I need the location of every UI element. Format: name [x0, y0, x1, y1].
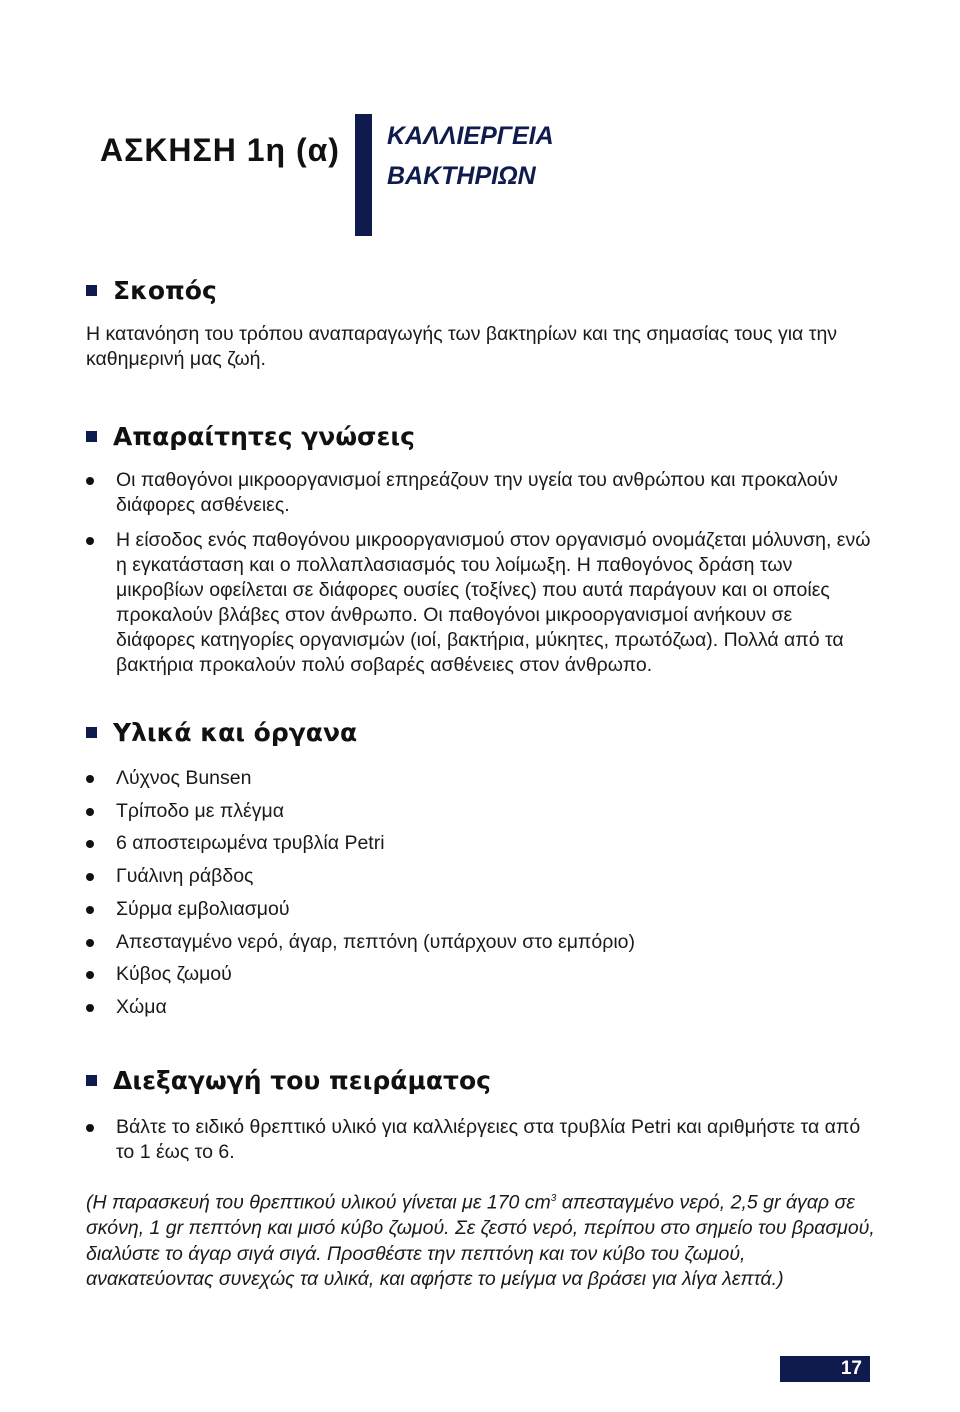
materials-heading	[86, 718, 876, 747]
title-divider-bar	[355, 114, 372, 236]
knowledge-heading	[86, 422, 876, 451]
materials-list	[86, 762, 876, 1024]
subtitle-line-2: ΒΑΚΤΗΡΙΩΝ	[387, 162, 536, 190]
square-bullet-icon	[86, 727, 97, 738]
purpose-heading-text: Σκοπός	[113, 276, 217, 305]
preparation-note	[86, 1186, 876, 1293]
exercise-subtitle	[387, 116, 554, 196]
list-item: Σύρμα εμβολιασμού	[86, 893, 876, 926]
materials-heading-text: Υλικά και όργανα	[113, 718, 358, 747]
knowledge-list	[86, 468, 876, 678]
page-number: 17	[780, 1356, 870, 1382]
purpose-section	[86, 276, 876, 372]
list-item: Η είσοδος ενός παθογόνου μικροοργανισμού στον οργανισμό ονομάζεται μόλυνση, ενώ η εγκατάσταση και ο πολλαπλασιασμός του λοίμωξη. Η παθογόνος δράση των μικροβίων οφείλεται σε διάφορες ουσίες (τοξίνες) που αυτά παράγουν και οι οποίες προκαλούν βλάβες στον άνθρωπο. Οι παθογόνοι μικροοργανισμοί ανήκουν σε διάφορες κατηγορίες οργανισμών (ιοί, βακτήρια, μύκητες, πρωτόζωα). Πολλά από τα βακτήρια προκαλούν πολύ σοβαρές ασθένειες στον άνθρωπο.	[86, 528, 876, 678]
materials-section	[86, 718, 876, 1024]
knowledge-heading-text: Απαραίτητες γνώσεις	[113, 422, 415, 451]
list-item: Γυάλινη ράβδος	[86, 860, 876, 893]
purpose-heading	[86, 276, 876, 305]
list-item: Κύβος ζωμού	[86, 958, 876, 991]
exercise-title: ΑΣΚΗΣΗ 1η (α)	[100, 132, 340, 168]
procedure-section	[86, 1066, 876, 1293]
procedure-heading	[86, 1066, 876, 1095]
procedure-list	[86, 1115, 876, 1165]
knowledge-section	[86, 422, 876, 678]
purpose-text: Η κατανόηση του τρόπου αναπαραγωγής των βακτηρίων και της σημασίας τους για την καθημερινή μας ζωή.	[86, 323, 838, 370]
list-item: Λύχνος Bunsen	[86, 762, 876, 795]
square-bullet-icon	[86, 285, 97, 296]
procedure-heading-text: Διεξαγωγή του πειράματος	[113, 1066, 491, 1095]
note-text-part-1: (Η παρασκευή του θρεπτικού υλικού γίνεται με 170 cm	[86, 1191, 551, 1214]
list-item: Χώμα	[86, 991, 876, 1024]
square-bullet-icon	[86, 1075, 97, 1086]
square-bullet-icon	[86, 431, 97, 442]
note-text-part-2: απεσταγμένο νερό, 2,5 gr άγαρ σε σκόνη, 1 gr πεπτόνη και μισό κύβο ζωμού. Σε ζεστό νερό, περίπου στο σημείο του βρασμού, διαλύστε το άγαρ σιγά σιγά. Προσθέστε την πεπτόνη και τον κύβο του ζωμού, ανακατεύοντας συνεχώς τα υλικά, και αφήστε το μείγμα να βράσει για λίγα λεπτά.)	[86, 1191, 875, 1290]
list-item: Οι παθογόνοι μικροοργανισμοί επηρεάζουν την υγεία του ανθρώπου και προκαλούν διάφορες ασθένειες.	[86, 468, 876, 518]
list-item: 6 αποστειρωμένα τρυβλία Petri	[86, 827, 876, 860]
note-superscript: 3	[550, 1193, 557, 1204]
list-item: Απεσταγμένο νερό, άγαρ, πεπτόνη (υπάρχουν στο εμπόριο)	[86, 926, 876, 959]
subtitle-line-1: ΚΑΛΛΙΕΡΓΕΙΑ	[387, 122, 554, 150]
list-item: Βάλτε το ειδικό θρεπτικό υλικό για καλλιέργειες στα τρυβλία Petri και αριθμήστε τα από το 1 έως το 6.	[86, 1115, 876, 1165]
list-item: Τρίποδο με πλέγμα	[86, 795, 876, 828]
